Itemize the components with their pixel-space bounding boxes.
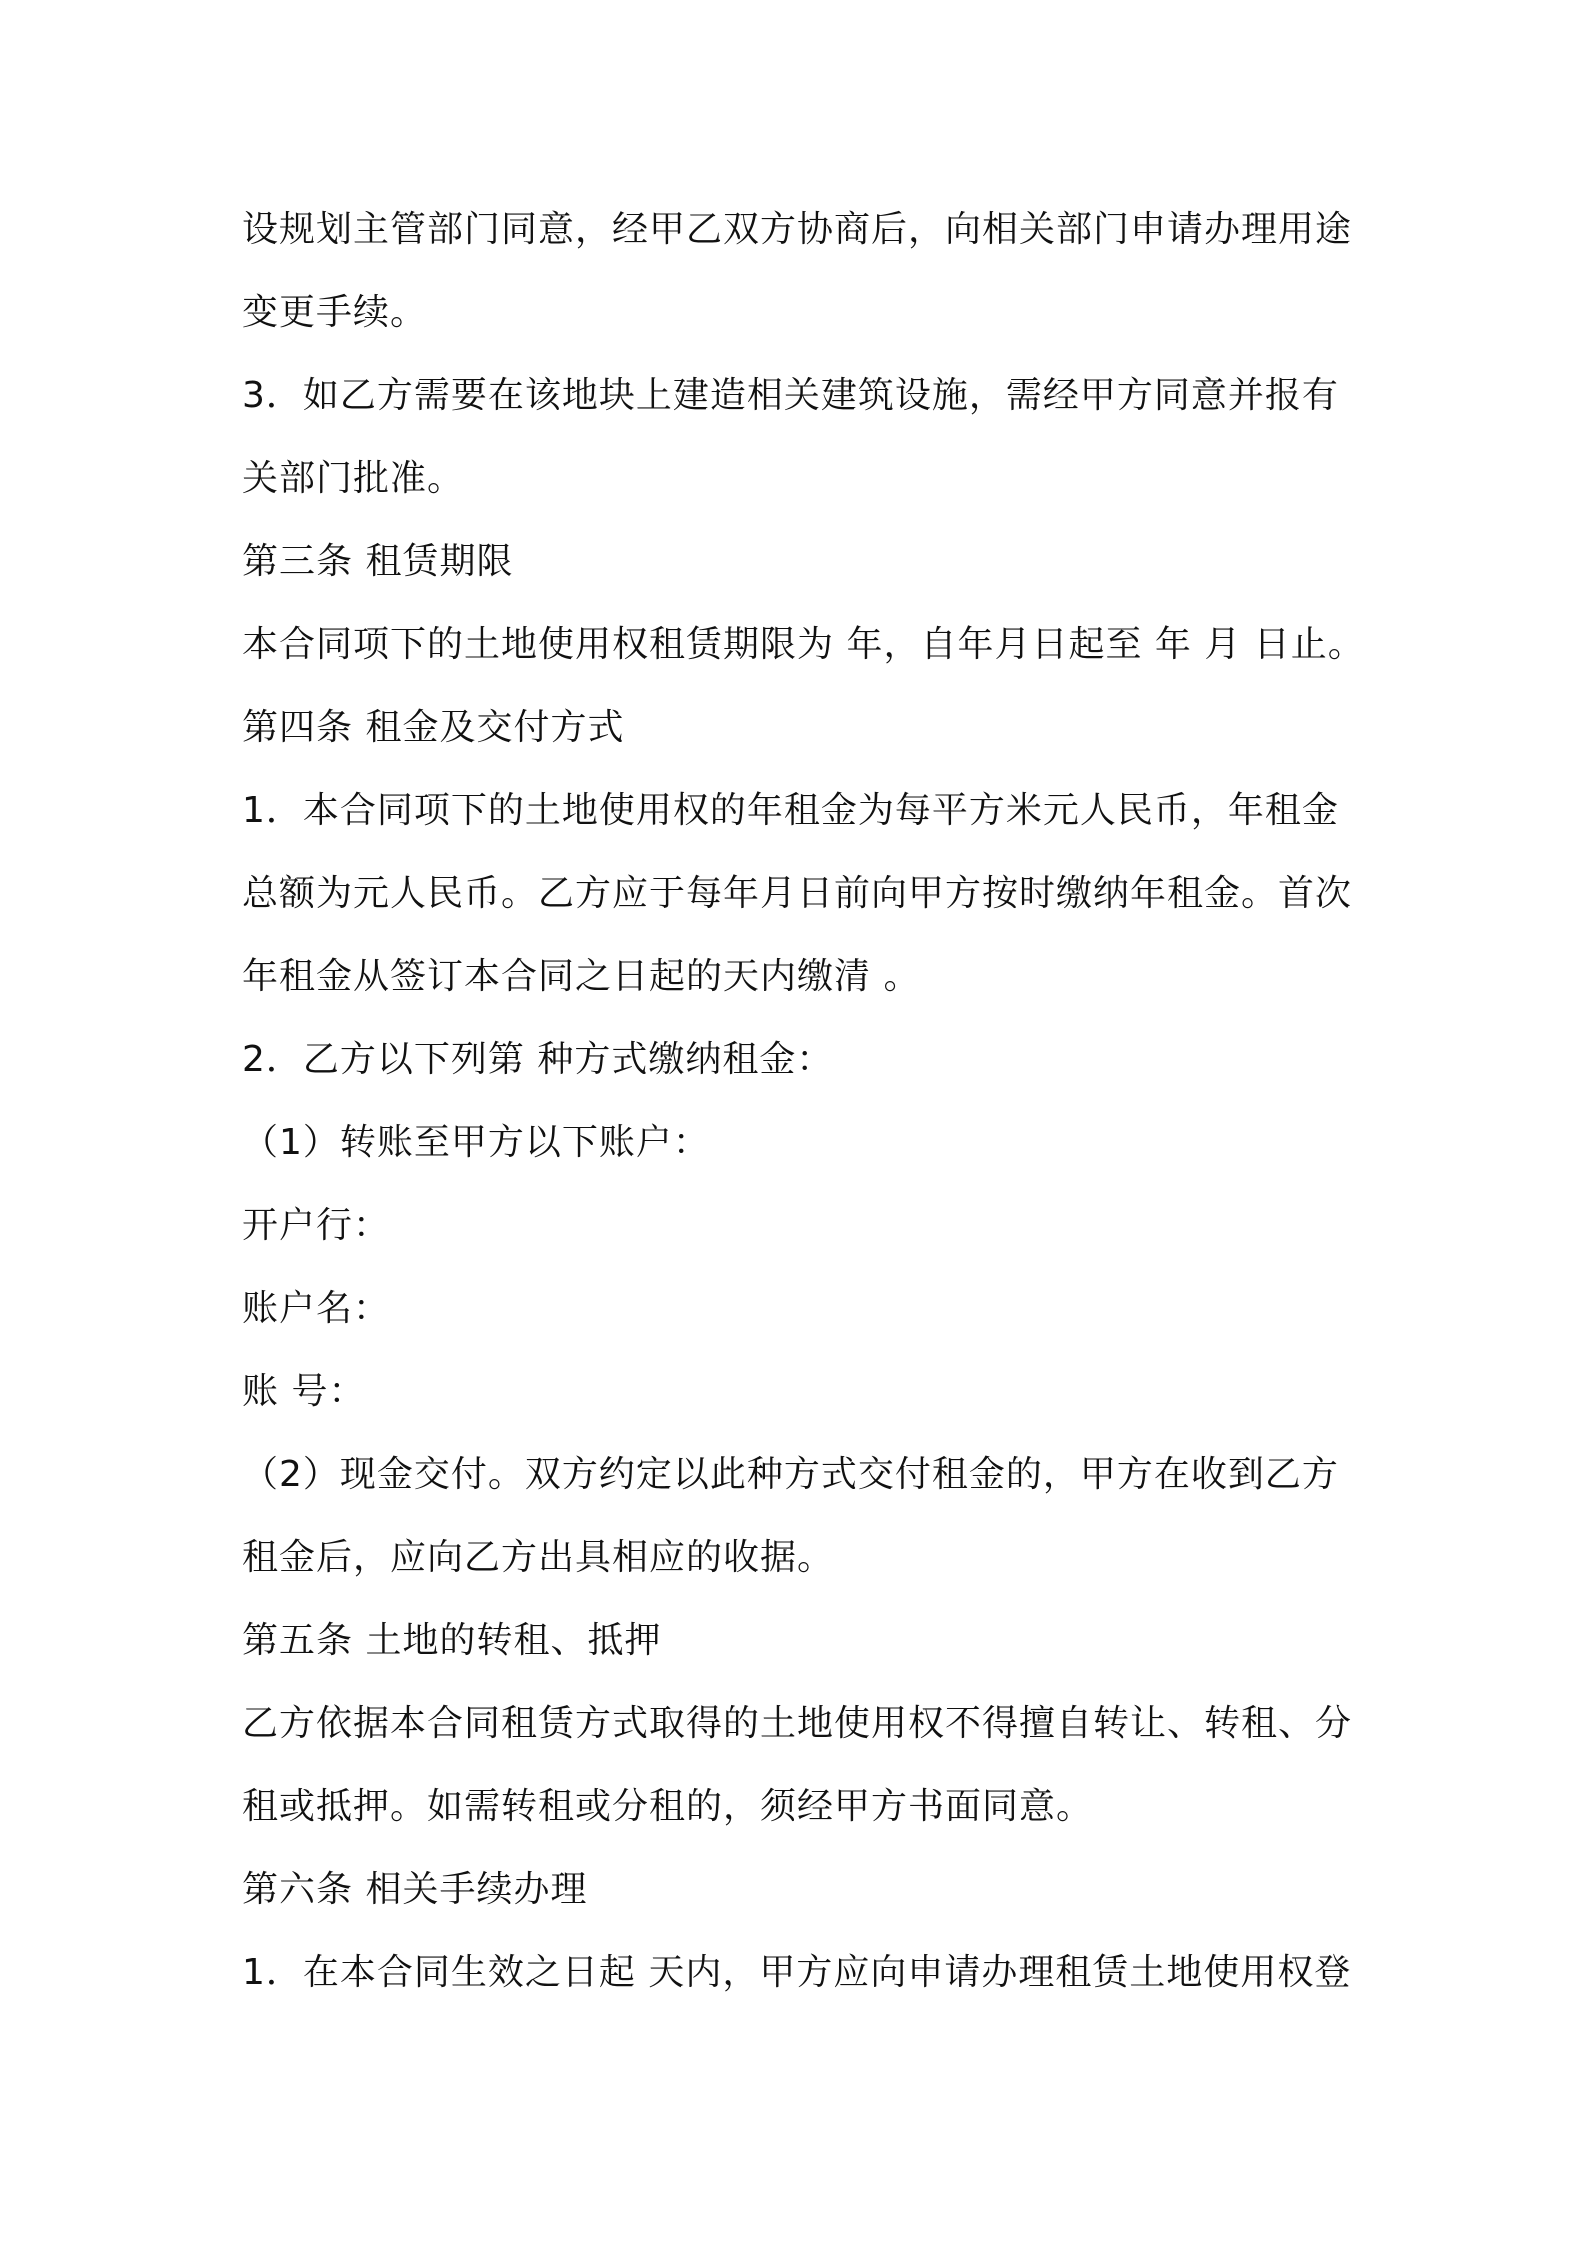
text-line: 账户名： — [242, 1288, 391, 1329]
text-line: 租或抵押。如需转租或分租的，须经甲方书面同意。 — [242, 1786, 1094, 1827]
text-line: 1．在本合同生效之日起 天内，甲方应向申请办理租赁土地使用权登 — [242, 1952, 1352, 1993]
text-line: 本合同项下的土地使用权租赁期限为 年，自年月日起至 年 月 日止。 — [242, 624, 1365, 665]
text-line: 关部门批准。 — [242, 458, 465, 499]
text-line: 账 号： — [242, 1371, 366, 1412]
section-heading: 第五条 土地的转租、抵押 — [242, 1620, 662, 1661]
text-line: 1．本合同项下的土地使用权的年租金为每平方米元人民币，年租金 — [242, 790, 1339, 831]
text-line: 租金后，应向乙方出具相应的收据。 — [242, 1537, 835, 1578]
text-line: 开户行： — [242, 1205, 391, 1246]
text-line: （2）现金交付。双方约定以此种方式交付租金的，甲方在收到乙方 — [242, 1454, 1339, 1495]
section-heading: 第四条 租金及交付方式 — [242, 707, 625, 748]
text-line: （1）转账至甲方以下账户： — [242, 1122, 710, 1163]
text-line: 年租金从签订本合同之日起的天内缴清 。 — [242, 956, 921, 997]
text-line: 2．乙方以下列第 种方式缴纳租金： — [242, 1039, 834, 1080]
text-line: 变更手续。 — [242, 292, 428, 333]
text-line: 总额为元人民币。乙方应于每年月日前向甲方按时缴纳年租金。首次 — [242, 873, 1353, 914]
text-line: 3．如乙方需要在该地块上建造相关建筑设施，需经甲方同意并报有 — [242, 375, 1339, 416]
section-heading: 第六条 相关手续办理 — [242, 1869, 588, 1910]
text-line: 乙方依据本合同租赁方式取得的土地使用权不得擅自转让、转租、分 — [242, 1703, 1353, 1744]
section-heading: 第三条 租赁期限 — [242, 541, 514, 582]
text-line: 设规划主管部门同意，经甲乙双方协商后，向相关部门申请办理用途 — [242, 209, 1353, 250]
